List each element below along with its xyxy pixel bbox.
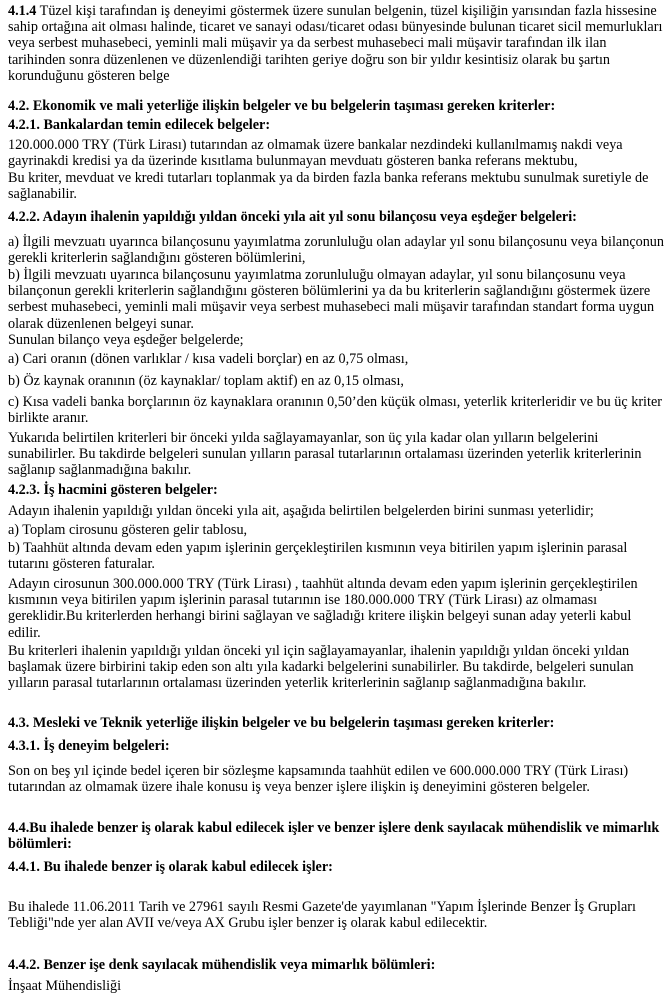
heading-4-4-1: 4.4.1. Bu ihalede benzer iş olarak kabul edilecek işler: <box>8 859 333 875</box>
paragraph-4-1-4 <box>8 3 666 84</box>
criteria-bank-debt-ratio: c) Kısa vadeli banka borçlarının öz kaynaklara oranının 0,50’den küçük olması, yeterlik kriterleridir ve bu üç kriter birlikte aranır. <box>8 394 662 427</box>
paragraph-experience: Son on beş yıl içinde bedel içeren bir sözleşme kapsamında taahhüt edilen ve 600.000.000 TRY (Türk Lirası) tutarından az olmamak üzere ihale konusu iş veya benzer işlere ilişkin iş deneyimini gösteren belgeler. <box>8 763 629 796</box>
heading-4-4: 4.4.Bu ihalede benzer iş olarak kabul edilecek işler ve benzer işlere denk sayılacak mühendislik ve mimarlık bölümleri: <box>8 820 660 853</box>
heading-4-3-1: 4.3.1. İş deneyim belgeleri: <box>8 738 170 754</box>
list-item-balance-a: a) İlgili mevzuatı uyarınca bilançosunu yayımlatma zorunluluğu olan adaylar yıl sonu bilançosunu veya bilançonun gerekli kriterlerin sağlandığını gösteren bölümlerini, <box>8 234 664 267</box>
list-item-balance-b: b) İlgili mevzuatı uyarınca bilançosunu yayımlatma zorunluluğu olmayan adaylar, yıl sonu bilançosunu veya bilançonun gerekli kriterlerin sağlandığını gösteren bölümlerini ya da bu kriterlerin sağlandığını göstermek üzere serbest muhasebeci, yeminli mali müşavir veya serbest muhasebeci mali müşavir tarafından standart forma uygun olarak düzenlenen belgeyi sunar. <box>8 267 655 332</box>
paragraph-turnover-criteria: Adayın cirosunun 300.000.000 TRY (Türk Lirası) , taahhüt altında devam eden yapım işlerinin gerçekleştirilen kısmının veya bitirilen yapım işlerinin parasal tutarının ise 180.000.000 TRY (Türk Lirası) az olmaması gereklidir.Bu kriterlerden herhangi birini sağlayan ve sağladığı kritere ilişkin belgeyi sunan aday yeterli kabul edilir. <box>8 576 638 641</box>
paragraph-bank-reference: 120.000.000 TRY (Türk Lirası) tutarından az olmamak üzere bankalar nezdindeki kullanılmamış nakdi veya gayrinakdi kredisi ya da üzerinde kısıtlama bulunmayan mevduatı gösteren banka referans mektubu, <box>8 137 623 170</box>
heading-4-2-1: 4.2.1. Bankalardan temin edilecek belgeler: <box>8 117 271 133</box>
list-item-volume-b: b) Taahhüt altında devam eden yapım işlerinin gerçekleştirilen kısmının veya bitirilen yapım işlerinin parasal tutarını gösteren faturalar. <box>8 540 628 573</box>
heading-4-2: 4.2. Ekonomik ve mali yeterliğe ilişkin belgeler ve bu belgelerin taşıması gereken kriterler: <box>8 98 556 114</box>
criteria-current-ratio: a) Cari oranın (dönen varlıklar / kısa vadeli borçlar) en az 0,75 olması, <box>8 351 409 367</box>
heading-4-2-3: 4.2.3. İş hacmini gösteren belgeler: <box>8 482 218 498</box>
clause-text: Tüzel kişi tarafından iş deneyimi göstermek üzere sunulan belgenin, tüzel kişiliğin yarısından fazla hissesine sahip ortağına ait olması halinde, ticaret ve sanayi odası/ticaret odası bünyesinde bulunan ticaret sicil memurlukları veya serbest muhasebeci, yeminli mali müşavir ya da serbest muhasebeci mali müşavir tarafından ilk ilan tarihinden sonra düzenlenen ve düzenlendiği tarihten geriye doğru son bir yıldır kesintisiz olarak bu şartın korunduğunu gösteren belge <box>8 3 663 84</box>
paragraph-engineering-branch: İnşaat Mühendisliği <box>8 978 122 994</box>
clause-number: 4.1.4 <box>8 3 37 19</box>
paragraph-similar-works: Bu ihalede 11.06.2011 Tarih ve 27961 sayılı Resmi Gazete'de yayımlanan "Yapım İşlerinde Benzer İş Grupları Tebliği"nde yer alan AVII ve/veya AX Grubu işler benzer iş olarak kabul edilecektir. <box>8 899 636 932</box>
heading-4-2-2: 4.2.2. Adayın ihalenin yapıldığı yıldan önceki yıla ait yıl sonu bilançosu veya eşdeğer belgeleri: <box>8 209 577 225</box>
paragraph-balance-fallback: Yukarıda belirtilen kriterleri bir önceki yılda sağlayamayanlar, son üç yıla kadar olan yılların belgelerini sunabilirler. Bu takdirde belgeleri sunulan yılların parasal tutarlarının ortalaması üzerinden yeterlik kriterlerinin sağlanıp sağlanmadığına bakılır. <box>8 430 642 479</box>
paragraph-balance-intro: Sunulan bilanço veya eşdeğer belgelerde; <box>8 332 244 348</box>
paragraph-volume-intro: Adayın ihalenin yapıldığı yıldan önceki yıla ait, aşağıda belirtilen belgelerden birini sunması yeterlidir; <box>8 503 594 519</box>
paragraph-volume-fallback: Bu kriterleri ihalenin yapıldığı yıldan önceki yıl için sağlayamayanlar, ihalenin yapıldığı yıldan önceki yıldan başlamak üzere birbirini takip eden son altı yıla kadarki belgelerini sunabilirler. Bu takdirde, belgeleri sunulan yılların parasal tutarlarının ortalaması üzerinden yeterlik kriterlerinin sağlanıp sağlanmadığına bakılır. <box>8 643 634 692</box>
paragraph-bank-criteria: Bu kriter, mevduat ve kredi tutarları toplanmak ya da birden fazla banka referans mektubu sunulmak suretiyle de sağlanabilir. <box>8 170 649 203</box>
heading-4-3: 4.3. Mesleki ve Teknik yeterliğe ilişkin belgeler ve bu belgelerin taşıması gereken kriterler: <box>8 715 555 731</box>
list-item-volume-a: a) Toplam cirosunu gösteren gelir tablosu, <box>8 522 248 538</box>
heading-4-4-2: 4.4.2. Benzer işe denk sayılacak mühendislik veya mimarlık bölümleri: <box>8 957 436 973</box>
criteria-equity-ratio: b) Öz kaynak oranının (öz kaynaklar/ toplam aktif) en az 0,15 olması, <box>8 373 404 389</box>
